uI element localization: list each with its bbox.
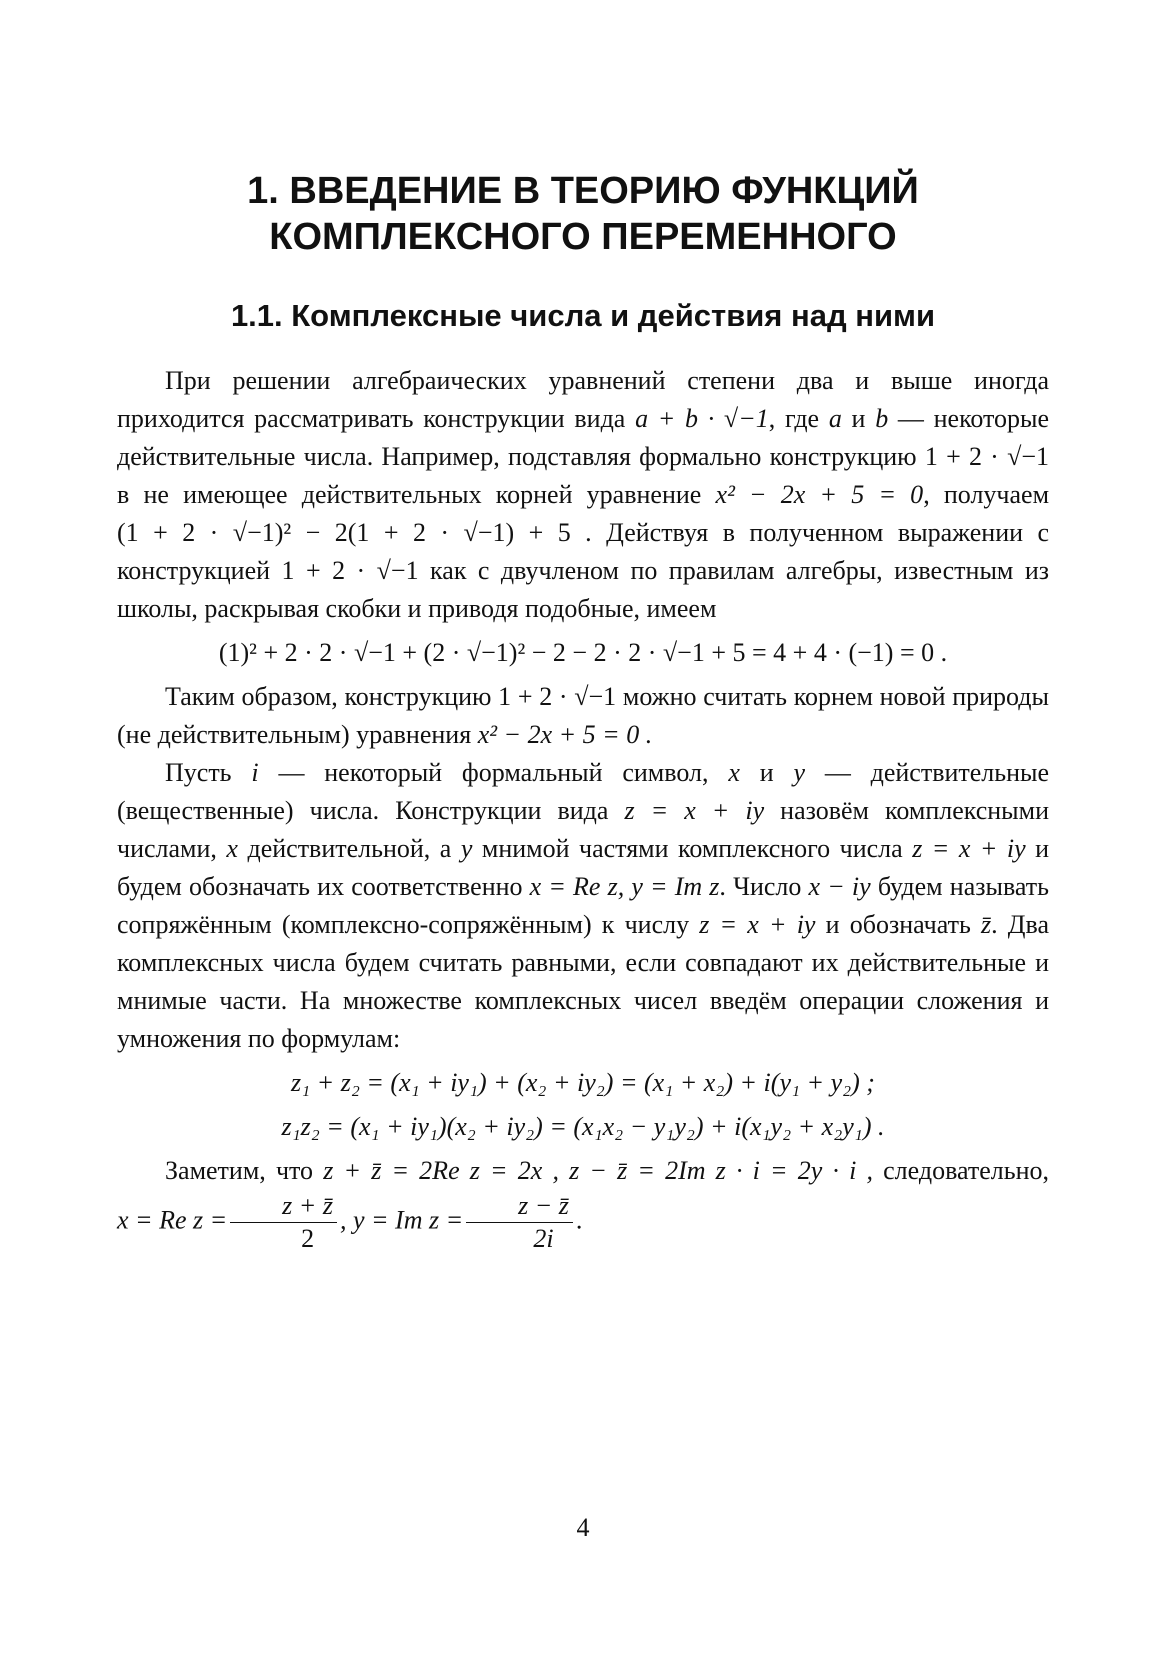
text: можно считать корнем новой природы (не действительным) уравнения — [117, 682, 1049, 749]
chapter-title-line2: КОМПЛЕКСНОГО ПЕРЕМЕННОГО — [269, 216, 897, 258]
fraction-re — [230, 1190, 337, 1255]
text: , где — [768, 404, 820, 433]
text: и будем обозначать их соответственно — [117, 834, 1050, 901]
text: Заметим, что — [165, 1156, 314, 1185]
formula: x² − 2x + 5 = 0 — [715, 480, 924, 509]
text: . Два комплексных числа будем считать равными, если совпадают их действительные и мнимые части. На множестве комплексных чисел введём операции сложения и умножения по формулам: — [117, 910, 1049, 1053]
formula: 1 + 2 · √−1 — [498, 682, 617, 711]
formula: x — [226, 834, 238, 863]
formula: z = x + iy — [624, 796, 765, 825]
text: Пусть — [165, 758, 232, 787]
paragraph-1 — [117, 362, 1049, 628]
formula: y — [460, 834, 473, 863]
formula: z = x + iy — [912, 834, 1026, 863]
formula: b — [875, 404, 889, 433]
page-number: 4 — [576, 1513, 590, 1542]
text: следовательно, — [883, 1156, 1050, 1185]
text: — некоторые действительные числа. Например, подставляя формально конструкцию — [117, 404, 1050, 471]
formula: x — [728, 758, 740, 787]
formula: 1 + 2 · √−1 — [281, 556, 419, 585]
text: . Число — [719, 872, 802, 901]
paragraph-3 — [117, 754, 1049, 1058]
formula: i — [251, 758, 259, 787]
text: действительной, а — [247, 834, 452, 863]
formula: (1 + 2 · √−1)² − 2(1 + 2 · √−1) + 5 . — [117, 518, 592, 547]
formula: z = x + iy — [699, 910, 816, 939]
text: Таким образом, конструкцию — [165, 682, 492, 711]
text: и — [759, 758, 774, 787]
fraction-numerator: z − z̄ — [466, 1190, 573, 1223]
text: и — [851, 404, 866, 433]
text: — действительные (вещественные) числа. Конструкции вида — [117, 758, 1050, 825]
formula: a — [828, 404, 842, 433]
formula: z + z̄ = 2Re z = 2x , — [323, 1156, 559, 1185]
formula: , y = Im z = — [339, 1205, 464, 1235]
text: мнимой частями комплексного числа — [481, 834, 903, 863]
body-text — [117, 362, 1049, 1255]
formula: x = Re z, y = Im z — [529, 872, 720, 901]
formula: x − iy — [808, 872, 871, 901]
text: При решении алгебраических уравнений степени два и выше иногда приходится рассматривать конструкции вида — [117, 366, 1049, 433]
text: — некоторый формальный символ, — [278, 758, 709, 787]
formula: y — [793, 758, 805, 787]
fraction-numerator: z + z̄ — [230, 1190, 337, 1223]
formula: x = Re z = — [117, 1205, 228, 1235]
text: назовём комплексными числами, — [117, 796, 1050, 863]
formula: 1 + 2 · √−1 — [924, 442, 1049, 471]
text: , получаем — [923, 480, 1050, 509]
formula: . — [575, 1205, 583, 1235]
paragraph-4 — [117, 1152, 1049, 1255]
fraction-im — [466, 1190, 573, 1255]
formula: z − z̄ = 2Im z · i = 2y · i , — [569, 1156, 873, 1185]
text: будем называть сопряжённым (комплексно-сопряжённым) к числу — [117, 872, 1049, 939]
formula: x² − 2x + 5 = 0 . — [477, 720, 653, 749]
section-title: 1.1. Комплексные числа и действия над ними — [230, 298, 936, 333]
fraction-denominator: 2 — [301, 1224, 315, 1253]
text: Действуя в полученном выражении с конструкцией — [117, 518, 1050, 585]
chapter-title-line1: 1. ВВЕДЕНИЕ В ТЕОРИЮ ФУНКЦИЙ — [247, 170, 919, 212]
text: как с двучленом по правилам алгебры, известным из школы, раскрывая скобки и приводя подобные, имеем — [117, 556, 1050, 623]
text: в не имеющее действительных корней уравнение — [117, 480, 702, 509]
fraction-denominator: 2i — [533, 1224, 554, 1253]
text: и обозначать — [825, 910, 971, 939]
formula: a + b · √−1 — [635, 404, 769, 433]
chapter-title — [0, 168, 1166, 260]
equation-2: z₁ + z₂ = (x₁ + iy₁) + (x₂ + iy₂) = (x₁ + x₂) + i(y₁ + y₂) ; — [291, 1068, 875, 1097]
equation-1: (1)² + 2 · 2 · √−1 + (2 · √−1)² − 2 − 2 · 2 · √−1 + 5 = 4 + 4 · (−1) = 0 . — [218, 638, 948, 667]
formula: z̄ — [980, 910, 992, 939]
equation-3: z₁z₂ = (x₁ + iy₁)(x₂ + iy₂) = (x₁x₂ − y₁y₂) + i(x₁y₂ + x₂y₁) . — [281, 1112, 885, 1141]
paragraph-2 — [117, 678, 1049, 754]
